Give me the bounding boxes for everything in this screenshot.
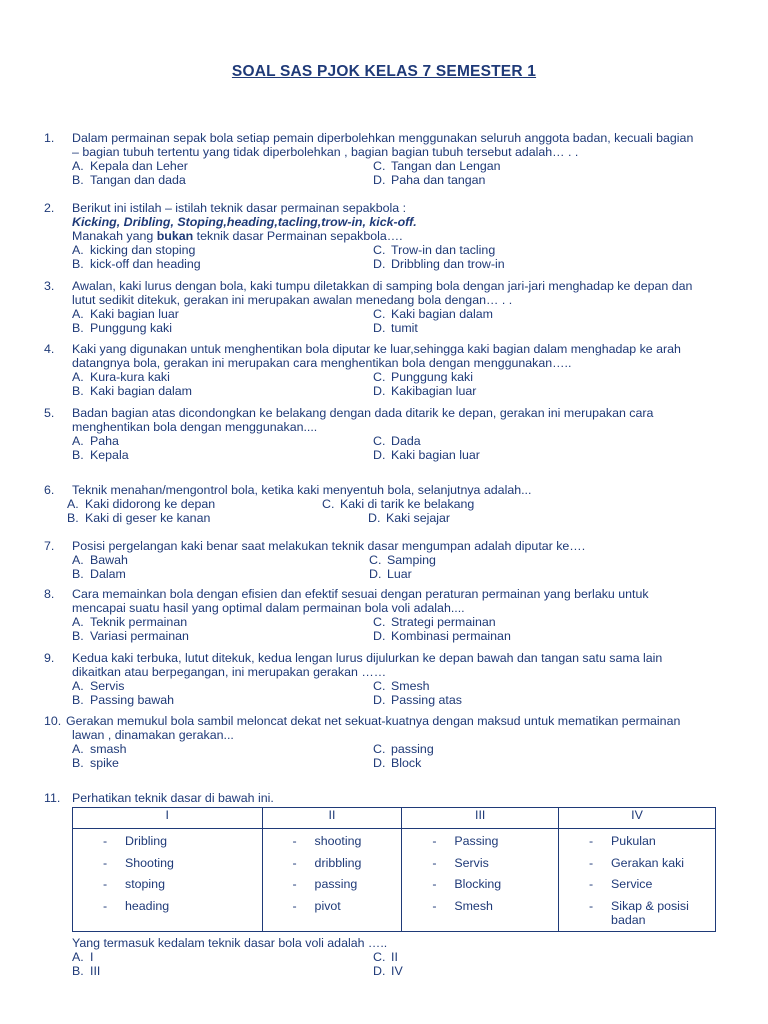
option-c[interactable]: C. Dada: [373, 434, 421, 448]
question-number: 6.: [44, 483, 55, 497]
question-2: [44, 201, 734, 271]
option-c[interactable]: C. Kaki bagian dalam: [373, 307, 493, 321]
option-a[interactable]: A. Teknik permainan: [72, 615, 188, 629]
option-b[interactable]: B. Kaki bagian dalam: [72, 384, 192, 398]
question-number: 10.: [44, 714, 62, 728]
option-a[interactable]: A. Paha: [72, 434, 119, 448]
option-b[interactable]: B. Tangan dan dada: [72, 173, 186, 187]
option-d[interactable]: D. Kaki sejajar: [368, 511, 451, 525]
list-item: - passing: [292, 877, 358, 891]
question-9: [44, 651, 734, 707]
list-item: - Passing: [432, 834, 499, 848]
question-11: [44, 791, 734, 805]
list-item: - heading: [103, 898, 170, 913]
list-item: - Sikap & posisi badan: [589, 898, 689, 927]
question-text: dikaitkan atau berpegangan, ini merupakan gerakan ……: [72, 665, 387, 679]
table-cell: [402, 829, 559, 932]
option-d[interactable]: D. Kombinasi permainan: [373, 629, 511, 643]
option-b[interactable]: B. Variasi permainan: [72, 629, 189, 643]
table-row: [73, 829, 716, 932]
option-c[interactable]: C. Smesh: [373, 679, 430, 693]
list-item: - Pukulan: [589, 834, 656, 848]
list-item: - Service: [589, 877, 653, 891]
question-text: Cara memainkan bola dengan efisien dan efektif sesuai dengan peraturan permainan yang berlaku untuk: [72, 587, 649, 601]
option-c[interactable]: C. Samping: [369, 553, 436, 567]
question-text: Yang termasuk kedalam teknik dasar bola voli adalah …..: [72, 936, 388, 950]
table-header: IV: [559, 808, 716, 829]
option-c[interactable]: C. Strategi permainan: [373, 615, 496, 629]
question-10: [44, 714, 734, 770]
table-header: I: [73, 808, 263, 829]
question-text: Teknik menahan/mengontrol bola, ketika kaki menyentuh bola, selanjutnya adalah...: [72, 483, 532, 497]
option-a[interactable]: A. I: [72, 950, 94, 964]
question-number: 3.: [44, 279, 55, 293]
question-1: [44, 131, 734, 187]
list-item: - Blocking: [432, 877, 502, 891]
option-c[interactable]: C. Tangan dan Lengan: [373, 159, 501, 173]
question-text: menghentikan bola dengan menggunakan....: [72, 420, 318, 434]
option-a[interactable]: A. Kura-kura kaki: [72, 370, 170, 384]
option-d[interactable]: D. Kaki bagian luar: [373, 448, 480, 462]
option-b[interactable]: B. spike: [72, 756, 119, 770]
question-text: Posisi pergelangan kaki benar saat melakukan teknik dasar mengumpan adalah diputar ke….: [72, 539, 586, 553]
question-text: Kedua kaki terbuka, lutut ditekuk, kedua lengan lurus dijulurkan ke depan bawah dan tangan satu sama lain: [72, 651, 663, 665]
option-d[interactable]: D. Luar: [369, 567, 412, 581]
option-b[interactable]: B. III: [72, 964, 101, 978]
option-d[interactable]: D. Block: [373, 756, 422, 770]
option-a[interactable]: A. Servis: [72, 679, 125, 693]
question-text: Manakah yang bukan teknik dasar Permainan sepakbola….: [72, 229, 403, 243]
option-b[interactable]: B. Kaki di geser ke kanan: [67, 511, 211, 525]
option-b[interactable]: B. Kepala: [72, 448, 129, 462]
option-a[interactable]: A. smash: [72, 742, 127, 756]
option-b[interactable]: B. Passing bawah: [72, 693, 175, 707]
table-cell: [73, 829, 263, 932]
option-b[interactable]: B. kick-off dan heading: [72, 257, 201, 271]
option-d[interactable]: D. Paha dan tangan: [373, 173, 486, 187]
list-item: - Smesh: [432, 898, 493, 913]
option-d[interactable]: D. Passing atas: [373, 693, 462, 707]
question-text: Badan bagian atas dicondongkan ke belakang dengan dada ditarik ke depan, gerakan ini merupakan cara: [72, 406, 654, 420]
option-c[interactable]: C. II: [373, 950, 398, 964]
question-text: lutut sedikit ditekuk, gerakan ini merupakan awalan menedang bola dengan… . .: [72, 293, 513, 307]
list-item: - shooting: [292, 834, 362, 848]
option-b[interactable]: B. Dalam: [72, 567, 126, 581]
list-item: - stoping: [103, 877, 165, 891]
option-d[interactable]: D. tumit: [373, 321, 418, 335]
option-a[interactable]: A. Bawah: [72, 553, 128, 567]
table-cell: [559, 829, 716, 932]
list-item: - Dribling: [103, 834, 168, 848]
question-3: [44, 279, 734, 335]
question-number: 5.: [44, 406, 55, 420]
question-text: Awalan, kaki lurus dengan bola, kaki tumpu diletakkan di samping bola dengan jari-jari menghadap ke depan dan: [72, 279, 693, 293]
option-a[interactable]: A. Kepala dan Leher: [72, 159, 188, 173]
option-d[interactable]: D. Kakibagian luar: [373, 384, 477, 398]
question-number: 11.: [44, 791, 61, 805]
question-7: [44, 539, 734, 581]
technique-table: [72, 807, 716, 932]
list-item: - Servis: [432, 855, 489, 870]
list-item: - dribbling: [292, 855, 362, 870]
list-item: - pivot: [292, 898, 341, 913]
question-number: 4.: [44, 342, 55, 356]
question-text: – bagian tubuh tertentu yang tidak diperbolehkan , bagian bagian tubuh tersebut adalah… . .: [72, 145, 579, 159]
question-text: Berikut ini istilah – istilah teknik dasar permainan sepakbola :: [72, 201, 407, 215]
question-text: Kaki yang digunakan untuk menghentikan bola diputar ke luar,sehingga kaki bagian dalam menghadap ke arah: [72, 342, 681, 356]
option-d[interactable]: D. Dribbling dan trow-in: [373, 257, 505, 271]
option-a[interactable]: A. Kaki bagian luar: [72, 307, 179, 321]
table-header: III: [402, 808, 559, 829]
question-11-prompt: [44, 936, 734, 978]
question-number: 7.: [44, 539, 55, 553]
question-number: 2.: [44, 201, 55, 215]
table-header: II: [262, 808, 402, 829]
question-4: [44, 342, 734, 398]
option-c[interactable]: C. Punggung kaki: [373, 370, 473, 384]
list-item: - Shooting: [103, 855, 174, 870]
table-header-row: [73, 808, 716, 829]
question-terms: Kicking, Dribling, Stoping,heading,tacling,trow-in, kick-off.: [72, 215, 417, 229]
option-d[interactable]: D. IV: [373, 964, 403, 978]
question-number: 8.: [44, 587, 55, 601]
page-title: SOAL SAS PJOK KELAS 7 SEMESTER 1: [231, 63, 537, 80]
option-c[interactable]: C. passing: [373, 742, 434, 756]
table-cell: [262, 829, 402, 932]
question-text: lawan , dinamakan gerakan...: [72, 728, 234, 742]
question-6: [44, 483, 734, 525]
option-c[interactable]: C. Kaki di tarik ke belakang: [322, 497, 475, 511]
question-text: Gerakan memukul bola sambil meloncat dekat net sekuat-kuatnya dengan maksud untuk mematikan permainan: [66, 714, 681, 728]
option-b[interactable]: B. Punggung kaki: [72, 321, 172, 335]
question-text: mencapai suatu hasil yang optimal dalam permainan bola voli adalah....: [72, 601, 465, 615]
option-a[interactable]: A. Kaki didorong ke depan: [67, 497, 216, 511]
option-c[interactable]: C. Trow-in dan tacling: [373, 243, 496, 257]
question-text: datangnya bola, gerakan ini merupakan cara menghentikan bola dengan menggunakan…..: [72, 356, 572, 370]
option-a[interactable]: A. kicking dan stoping: [72, 243, 196, 257]
question-text: Dalam permainan sepak bola setiap pemain diperbolehkan menggunakan seluruh anggota badan, kecuali bagian: [72, 131, 694, 145]
question-8: [44, 587, 734, 643]
question-number: 9.: [44, 651, 55, 665]
question-text: Perhatikan teknik dasar di bawah ini.: [72, 791, 274, 805]
question-5: [44, 406, 734, 462]
list-item: - Gerakan kaki: [589, 855, 685, 870]
question-number: 1.: [44, 131, 55, 145]
